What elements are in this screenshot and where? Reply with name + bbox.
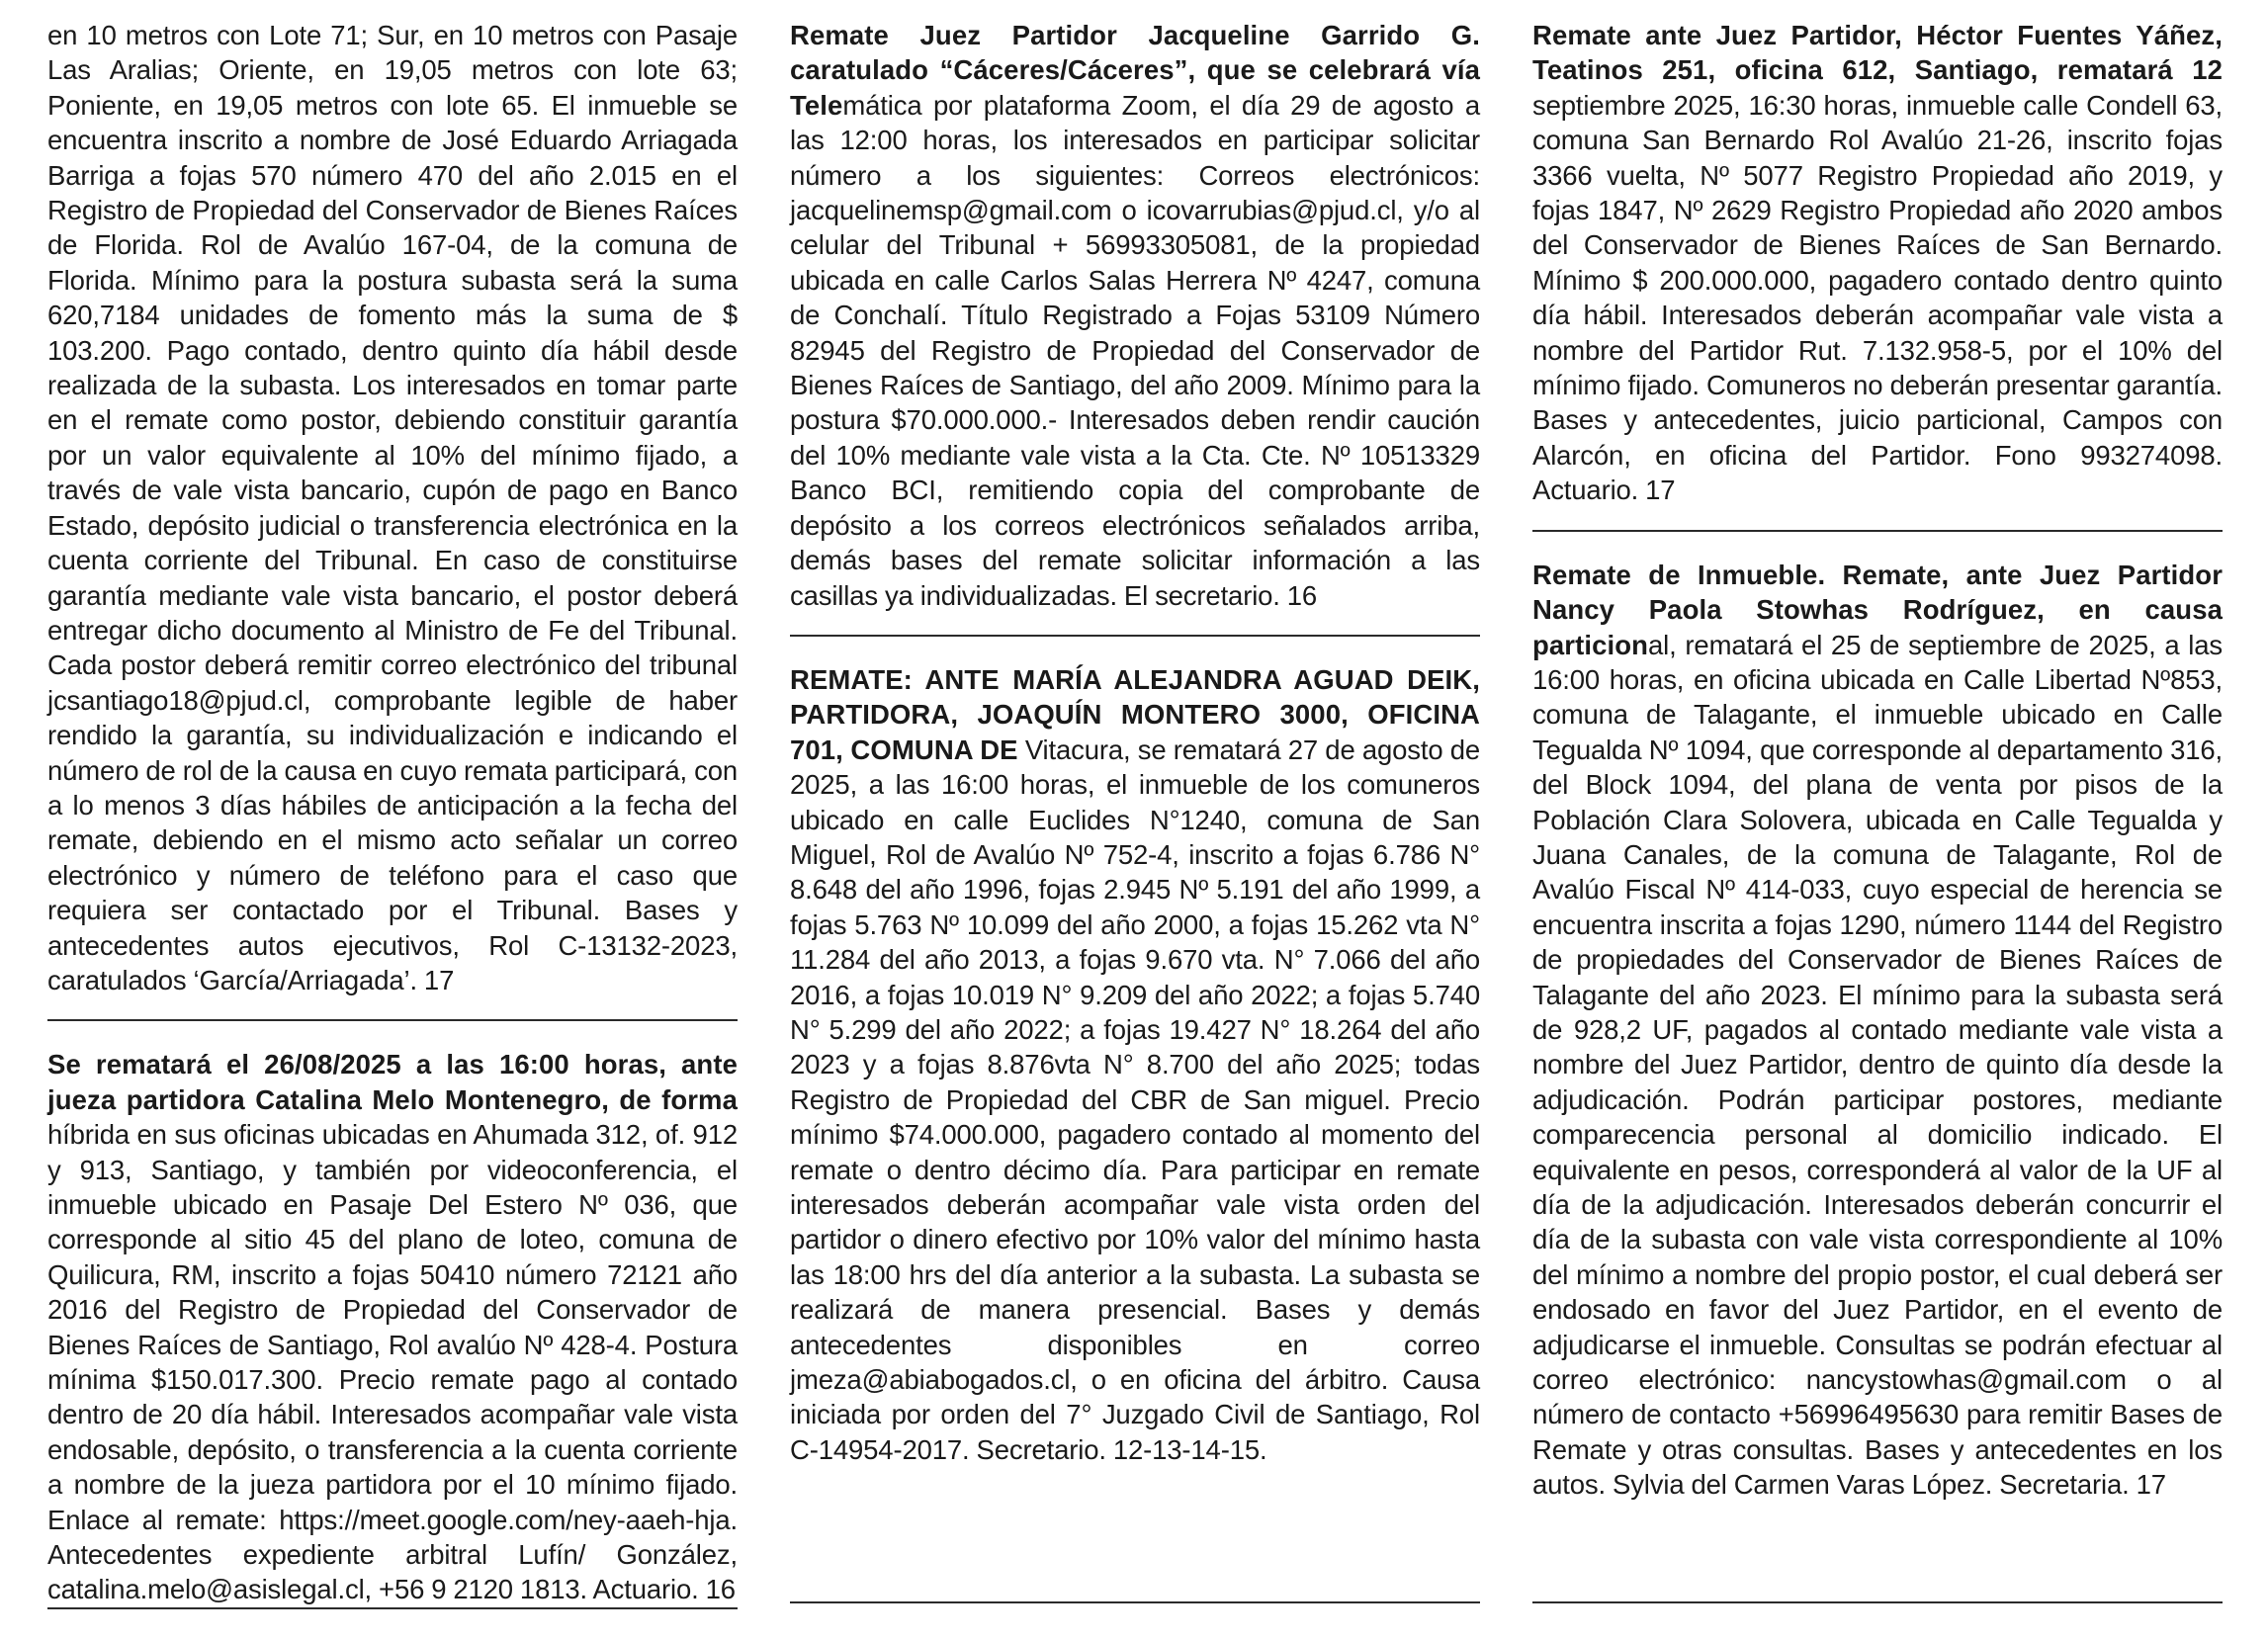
column-1 — [47, 18, 738, 1629]
legal-notices-page — [47, 18, 2223, 1629]
notice-lead: Remate ante Juez Partidor, Héctor Fuentes Yáñez, Teatinos 251, oficina 612, Santiago, rematará 12 — [1532, 20, 2223, 86]
notice-body: híbrida en sus oficinas ubicadas en Ahumada 312, of. 912 y 913, Santiago, y también por videoconferencia, el inmueble ubicado en Pasaje Del Estero Nº 036, que corresponde al sitio 45 del plano de loteo, comuna de Quilicura, RM, inscrito a fojas 50410 número 72121 año 2016 del Registro de Propiedad del Conservador de Bienes Raíces de Santiago, Rol avalúo Nº 428-4. Postura mínima $150.017.300. Precio remate pago al contado dentro de 20 día hábil. Interesados acompañar vale vista endosable, depósito, o transferencia a la cuenta corriente a nombre de la jueza partidora por el 10 mínimo fijado. Enlace al remate: https://meet.google.com/ney-aaeh-hja. Antecedentes expediente arbitral Lufín/ González, catalina.melo@asislegal.cl, +56 9 2120 1813. Actuario. 16 — [47, 1119, 738, 1605]
separator-rule — [47, 1607, 738, 1609]
notice-san-bernardo-remate — [1532, 18, 2223, 508]
notice-body: septiembre 2025, 16:30 horas, inmueble calle Condell 63, comuna San Bernardo Rol Avalúo 21-26, inscrito fojas 3366 vuelta, Nº 5077 Registro Propiedad año 2019, y fojas 1847, Nº 2629 Registro Propiedad año 2020 ambos del Conservador de Bienes Raíces de San Bernardo. Mínimo $ 200.000.000, pagadero contado dentro quinto día hábil. Interesados deberán acompañar vale vista a nombre del Partidor Rut. 7.132.958-5, por el 10% del mínimo fijado. Comuneros no deberán presentar garantía. Bases y antecedentes, juicio particional, Campos con Alarcón, en oficina del Partidor. Fono 993274098. Actuario. 17 — [1532, 89, 2223, 506]
separator-rule — [790, 1601, 1480, 1603]
notice-san-miguel-remate — [790, 662, 1480, 1467]
column-2 — [790, 18, 1480, 1629]
separator-rule — [1532, 1601, 2223, 1603]
notice-quilicura-remate — [47, 1047, 738, 1607]
notice-florida-remate — [47, 18, 738, 997]
separator-rule — [790, 635, 1480, 637]
notice-body: Vitacura, se rematará 27 de agosto de 2025, a las 16:00 horas, el inmueble de los comuneros ubicado en calle Euclides N°1240, comuna de San Miguel, Rol de Avalúo Nº 752-4, inscrito a fojas 6.786 N° 8.648 del año 1996, fojas 2.945 Nº 5.191 del año 1999, a fojas 5.763 Nº 10.099 del año 2000, a fojas 15.262 vta N° 11.284 del año 2013, a fojas 9.670 vta. N° 7.066 del año 2016, a fojas 10.019 N° 9.209 del año 2022; a fojas 5.740 N° 5.299 del año 2022; a fojas 19.427 N° 18.264 del año 2023 y a fojas 8.876vta N° 8.700 del año 2025; todas Registro de Propiedad del CBR de San miguel. Precio mínimo $74.000.000, pagadero contado al momento del remate o dentro décimo día. Para participar en remate interesados deberán acompañar vale vista orden del partidor o dinero efectivo por 10% valor del mínimo hasta las 18:00 hrs del día anterior a la subasta. La subasta se realizará de manera presencial. Bases y demás antecedentes disponibles en correo jmeza@abiabogados.cl, o en oficina del árbitro. Causa iniciada por orden del 7° Juzgado Civil de Santiago, Rol C-14954-2017. Secretario. 12-13-14-15. — [790, 734, 1481, 1465]
notice-lead: REMATE: ANTE MARÍA ALEJANDRA AGUAD DEIK, PARTIDORA, JOAQUÍN MONTERO 3000, OFICINA 701, COMUNA DE — [790, 663, 1480, 765]
notice-body: al, rematará el 25 de septiembre de 2025, a las 16:00 horas, en oficina ubicada en Calle Libertad Nº853, comuna de Talagante, el inmueble ubicado en Calle Tegualda Nº 1094, que corresponde al departamento 316, del Block 1094, del plana de venta por pisos de la Población Clara Solovera, ubicada en Calle Tegualda y Juana Canales, de la comuna de Talagante, Rol de Avalúo Fiscal Nº 414-033, cuyo especial de herencia se encuentra inscrita a fojas 1290, número 1144 del Registro de propiedades del Conservador de Bienes Raíces de Talagante del año 2023. El mínimo para la subasta será de 928,2 UF, pagados al contado mediante vale vista a nombre del Juez Partidor, dentro de quinto día desde la adjudicación. Podrán participar postores, mediante comparecencia personal al domicilio indicado. El equivalente en pesos, corresponderá al valor de la UF al día de la adjudicación. Interesados deberán concurrir el día de la subasta con vale vista correspondiente al 10% del mínimo a nombre del propio postor, el cual deberá ser endosado en favor del Juez Partidor, en el evento de adjudicarse el inmueble. Consultas se podrán efectuar al correo electrónico: nancystowhas@gmail.com o al número de contacto +56996495630 para remitir Bases de Remate y otras consultas. Bases y antecedentes en los autos. Sylvia del Carmen Varas López. Secretaria. 17 — [1532, 629, 2223, 1501]
notice-lead: Se rematará el 26/08/2025 a las 16:00 horas, ante jueza partidora Catalina Melo Montenegro, de forma — [47, 1049, 738, 1115]
notice-lead: Remate de Inmueble. Remate, ante Juez Partidor Nancy Paola Stowhas Rodríguez, en causa particion — [1532, 559, 2223, 660]
notice-body: en 10 metros con Lote 71; Sur, en 10 metros con Pasaje Las Aralias; Oriente, en 19,05 metros con lote 63; Poniente, en 19,05 metros con lote 65. El inmueble se encuentra inscrito a nombre de José Eduardo Arriagada Barriga a fojas 570 número 470 del año 2.015 en el Registro de Propiedad del Conservador de Bienes Raíces de Florida. Rol de Avalúo 167-04, de la comuna de Florida. Mínimo para la postura subasta será la suma 620,7184 unidades de fomento más la suma de $ 103.200. Pago contado, dentro quinto día hábil desde realizada de la subasta. Los interesados en tomar parte en el remate como postor, debiendo constituir garantía por un valor equivalente al 10% del mínimo fijado, a través de vale vista bancario, cupón de pago en Banco Estado, depósito judicial o transferencia electrónica en la cuenta corriente del Tribunal. En caso de constituirse garantía mediante vale vista bancario, el postor deberá entregar dicho documento al Ministro de Fe del Tribunal. Cada postor deberá remitir correo electrónico del tribunal jcsantiago18@pjud.cl, comprobante legible de haber rendido la garantía, su individualización e indicando el número de rol de la causa en cuyo remata participará, con a lo menos 3 días hábiles de anticipación a la fecha del remate, debiendo en el mismo acto señalar un correo electrónico y número de teléfono para el caso que requiera ser contactado por el Tribunal. Bases y antecedentes autos ejecutivos, Rol C-13132-2023, caratulados ‘García/Arriagada’. 17 — [47, 20, 738, 995]
column-3 — [1532, 18, 2223, 1629]
separator-rule — [47, 1019, 738, 1021]
notice-conchali-remate — [790, 18, 1480, 613]
notice-talagante-remate — [1532, 558, 2223, 1503]
notice-body: mática por plataforma Zoom, el día 29 de agosto a las 12:00 horas, los interesados en participar solicitar número a los siguientes: Correos electrónicos: jacquelinemsp@gmail.com o icovarrubias@pjud.cl, y/o al celular del Tribunal + 56993305081, de la propiedad ubicada en calle Carlos Salas Herrera Nº 4247, comuna de Conchalí. Título Registrado a Fojas 53109 Número 82945 del Registro de Propiedad del Conservador de Bienes Raíces de Santiago, del año 2009. Mínimo para la postura $70.000.000.- Interesados deben rendir caución del 10% mediante vale vista a la Cta. Cte. Nº 10513329 Banco BCI, remitiendo copia del comprobante de depósito a los correos electrónicos señalados arriba, demás bases del remate solicitar información a las casillas ya individualizadas. El secretario. 16 — [790, 89, 1480, 611]
notice-lead: Remate Juez Partidor Jacqueline Garrido G. caratulado “Cáceres/Cáceres”, que se celebrará vía Tele — [790, 20, 1480, 121]
separator-rule — [1532, 530, 2223, 532]
